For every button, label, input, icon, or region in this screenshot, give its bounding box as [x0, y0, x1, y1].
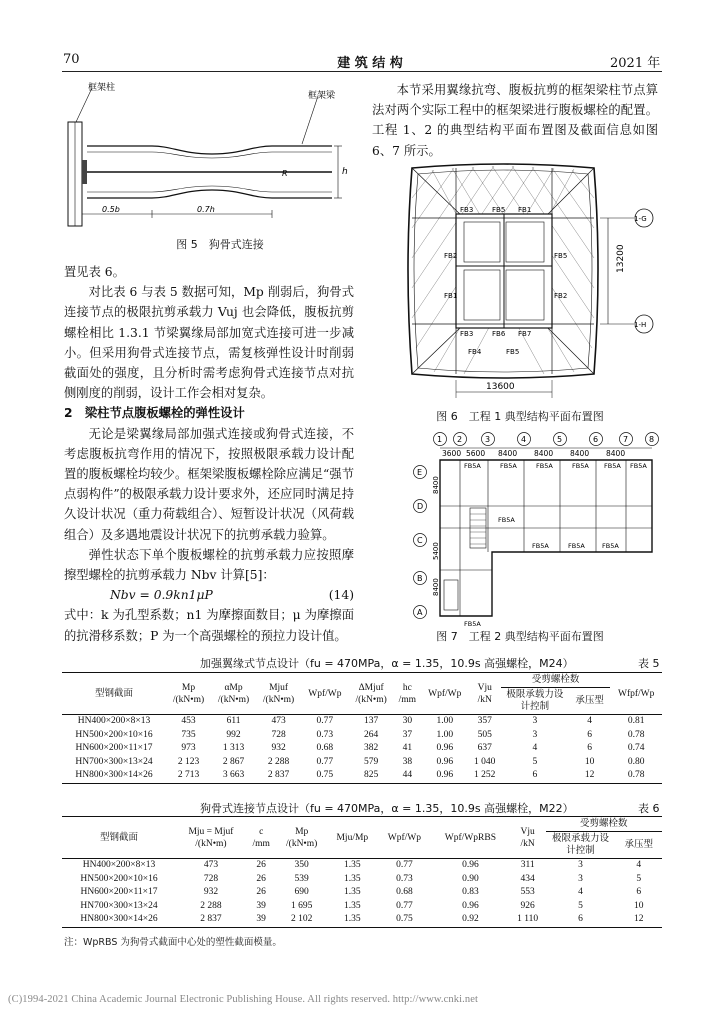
formula: [64, 585, 354, 605]
label-r: R: [282, 169, 288, 178]
section-title: 梁柱节点腹板螺栓的弹性设计: [84, 406, 245, 421]
header-unit: /(kN•m): [195, 838, 227, 849]
grid-letter: D: [417, 502, 424, 511]
grid-numbers: [434, 433, 659, 446]
cell: 26: [256, 887, 266, 897]
cell: 1.00: [436, 716, 454, 726]
cell: HN500×200×10×16: [80, 873, 158, 884]
cell: 473: [271, 716, 286, 726]
journal-title: 建 筑 结 构: [337, 56, 403, 71]
cell: 10: [584, 756, 595, 767]
grid-number: 7: [623, 435, 629, 444]
cell: 1 695: [290, 900, 313, 911]
dim-bottom: 13600: [486, 382, 515, 392]
beam-label: FB5A: [500, 462, 517, 470]
header-unit: /kN: [477, 694, 492, 705]
header-text: αMp: [224, 682, 243, 693]
paragraph: 本节采用翼缘抗弯、腹板抗剪的框架梁柱节点算法对两个实际工程中的框架梁进行腹板螺栓的配置。工程 1、2 的典型结构平面布置图及截面信息如图 6、7 所示。: [372, 83, 658, 158]
table-6-title: 狗骨式连接节点设计（fu = 470MPa，α = 1.35，10.9s 高强螺栓，M22）: [200, 802, 574, 815]
cell: 0.96: [421, 769, 469, 783]
cell: HN700×300×13×24: [75, 756, 153, 767]
cell: 6: [587, 729, 592, 740]
cell: 0.75: [301, 769, 349, 783]
cell: 1 313: [222, 743, 245, 753]
figure-5-caption: 图 5 狗骨式连接: [176, 238, 264, 251]
cell: 0.96: [436, 756, 454, 767]
cell: 728: [203, 873, 219, 884]
grid-letter: A: [417, 608, 423, 617]
cell: HN800×300×14×26: [62, 769, 166, 783]
cell: 3: [578, 873, 583, 884]
figure-5-dogbone-connection: [62, 76, 358, 244]
cell: 4: [636, 860, 642, 870]
beam-label: FB5A: [630, 462, 647, 470]
cell: 137: [364, 716, 379, 726]
beam-label: FB5A: [604, 462, 621, 470]
table-row: [62, 729, 662, 743]
beam-label: FB6: [492, 330, 506, 338]
cell: 0.73: [396, 873, 413, 884]
right-column: [372, 80, 658, 161]
copyright-footer: (C)1994-2021 China Academic Journal Electronic Publishing House. All rights reserved. http://www.cnki.net: [8, 994, 478, 1005]
cell: 2 288: [200, 900, 222, 911]
paragraph: 式中：k 为孔型系数；n1 为摩擦面数目；μ 为摩擦面的抗滑移系数；P 为一个高强螺栓的预拉力设计值。: [64, 608, 354, 643]
beam-label: FB1: [444, 292, 458, 300]
cell: 41: [402, 743, 413, 753]
table-row: [62, 873, 662, 887]
figure-7-plan: [412, 430, 662, 628]
beam-label: FB5A: [572, 462, 589, 470]
cell: 4: [587, 716, 592, 726]
cell: 4: [532, 743, 538, 753]
header-unit: /(kN•m): [217, 694, 250, 705]
col-header: 极限承载力设计控制: [546, 832, 616, 859]
paragraph: 无论是梁翼缘局部加强式连接或狗骨式连接，不考虑腹板抗弯作用的情况下，按照极限承载力设计配置的腹板螺栓均较少。框架梁腹板螺栓除应满足“强节点弱构件”的极限承载力设计要求外，还应同时满足持久设计状况（重力荷载组合）、短暂设计状况（风荷载组合）及多遇地震设计状况下的抗剪承载力验算。: [64, 426, 354, 542]
cell: 553: [520, 887, 535, 897]
cell: 611: [226, 716, 241, 726]
cell: 1.35: [344, 887, 361, 897]
cell: 1.35: [344, 860, 361, 870]
page-number: 70: [63, 52, 80, 67]
col-header: [166, 673, 211, 715]
cell: 264: [364, 729, 379, 740]
cell: 26: [256, 860, 266, 870]
cell: HN700×300×13×24: [80, 900, 158, 911]
header-unit: /kN: [520, 838, 535, 849]
paragraph: 对比表 6 与表 5 数据可知，Mp 削弱后，狗骨式连接节点的极限抗剪承载力 Vuj 也会降低，腹板抗剪螺栓相比 1.3.1 节梁翼缘局部加宽式连接可进一步减小。但采用狗骨式连接节点，需复核弹性设计时削弱截面处的强度，且分析时需考虑狗骨式连接节点对抗侧刚度的削弱，设计工作会相对复杂。: [64, 285, 354, 401]
page-year: 2021 年: [610, 56, 661, 71]
cell: 39: [246, 913, 277, 927]
beam-label: FB4: [468, 348, 482, 356]
cell: 539: [294, 873, 309, 884]
col-header: [246, 817, 277, 859]
cell: 37: [402, 729, 413, 740]
left-dim: 5400: [432, 542, 440, 560]
col-group-header: 受剪螺栓数: [501, 673, 610, 688]
beam-label: FB5A: [568, 542, 585, 550]
cell: 0.78: [610, 769, 662, 783]
col-header: [256, 673, 301, 715]
table-row: [62, 900, 662, 914]
dim-right: 13200: [616, 244, 626, 273]
col-header: Wpf/WpRBS: [431, 817, 510, 859]
beam-label: FB5: [492, 206, 506, 214]
header-text: hc: [402, 682, 412, 693]
grid-number: 2: [457, 435, 463, 444]
section-heading: [64, 403, 354, 423]
table-row: [62, 715, 662, 729]
cell: 0.77: [396, 900, 413, 911]
cell: 0.83: [462, 887, 479, 897]
table-row: [62, 769, 662, 783]
header-text: ΔMjuf: [358, 682, 384, 693]
cell: 1.35: [344, 873, 361, 884]
cell: 44: [394, 769, 421, 783]
top-dim: 8400: [534, 449, 554, 458]
cell: 0.77: [316, 756, 334, 767]
table-row: [62, 859, 662, 873]
cell: 825: [349, 769, 394, 783]
left-dim: 8400: [432, 578, 440, 596]
cell: HN600×200×11×17: [75, 743, 153, 753]
grid-number: 8: [649, 435, 655, 444]
cell: 1.00: [436, 729, 454, 740]
cell: 350: [294, 860, 309, 870]
formula-text: Nbv = 0.9kn1μP: [110, 588, 213, 603]
cell: 0.78: [627, 729, 645, 740]
col-group-header: 受剪螺栓数: [546, 817, 662, 832]
cell: 30: [402, 716, 413, 726]
cell: HN600×200×11×17: [80, 887, 158, 897]
beam-label: FB5A: [602, 542, 619, 550]
cell: 38: [402, 756, 413, 767]
grid-label: 1-G: [634, 215, 647, 223]
beam-label: FB2: [554, 292, 568, 300]
col-header: Wpf/Wp: [378, 817, 431, 859]
section-number: 2: [64, 406, 73, 421]
header-text: c: [259, 826, 264, 837]
cell: 382: [364, 743, 379, 753]
cell: 434: [520, 873, 535, 884]
cell: 637: [477, 743, 492, 753]
beam-label: FB5A: [536, 462, 553, 470]
label-dim-b: 0.7h: [197, 205, 215, 214]
label-h: h: [342, 167, 348, 177]
col-header: Mju/Mp: [327, 817, 378, 859]
cell: 3 663: [211, 769, 256, 783]
cell: 39: [256, 900, 266, 911]
label-dim-a: 0.5b: [102, 205, 120, 214]
cell: 5: [532, 756, 538, 767]
figure-6-caption: 图 6 工程 1 典型结构平面布置图: [436, 410, 604, 423]
cell: 10: [634, 900, 644, 911]
cell: 932: [271, 743, 286, 753]
beam-label: FB5A: [464, 462, 481, 470]
col-header: Wfpf/Wp: [610, 673, 662, 715]
figure-7-caption: 图 7 工程 2 典型结构平面布置图: [436, 630, 604, 643]
left-dim: 8400: [432, 476, 440, 494]
cell: 0.80: [627, 756, 645, 767]
header-unit: /(kN•m): [355, 694, 387, 705]
cell: 0.96: [462, 860, 479, 870]
formula-number: (14): [328, 588, 354, 603]
cell: HN800×300×14×26: [62, 913, 176, 927]
col-header: [62, 817, 176, 859]
cell: 1 040: [474, 756, 496, 767]
beam-label: FB7: [518, 330, 532, 338]
grid-number: 3: [485, 435, 491, 444]
table-row: [62, 756, 662, 770]
cell: 0.96: [436, 743, 454, 753]
table-row: [62, 913, 662, 927]
grid-letter: B: [417, 574, 423, 583]
cell: 926: [520, 900, 535, 911]
cell: 12: [616, 913, 662, 927]
header-text: 型钢截面: [99, 832, 138, 843]
col-header: [510, 817, 546, 859]
header-text: Vju: [477, 682, 492, 693]
cell: 2 123: [177, 756, 200, 767]
col-header: 极限承载力设计控制: [501, 688, 569, 715]
cell: 0.96: [462, 900, 479, 911]
cell: 0.73: [316, 729, 334, 740]
table-row: [62, 742, 662, 756]
cell: 2 837: [176, 913, 246, 927]
header-unit: /mm: [252, 838, 270, 849]
table-6: [62, 816, 662, 928]
beam-label: FB1: [518, 206, 532, 214]
label-column: 框架柱: [88, 83, 116, 93]
top-dim: 8400: [570, 449, 590, 458]
table-6-note: 注：WpRBS 为狗骨式截面中心处的塑性截面模量。: [64, 937, 282, 948]
header-rule: [62, 71, 662, 72]
table-row: [62, 886, 662, 900]
cell: 1 110: [510, 913, 546, 927]
col-header: [469, 673, 501, 715]
cell: HN400×200×8×13: [77, 716, 151, 726]
cell: 1.35: [327, 913, 378, 927]
top-dim: 8400: [606, 449, 626, 458]
cell: 0.90: [462, 873, 479, 884]
col-header: [276, 817, 326, 859]
grid-number: 5: [557, 435, 563, 444]
header-text: Mp: [181, 682, 196, 693]
cell: 0.75: [378, 913, 431, 927]
cell: 5: [636, 873, 642, 884]
cell: 0.92: [431, 913, 510, 927]
paragraph: 弹性状态下单个腹板螺栓的抗剪承载力应按照摩擦型螺栓的抗剪承载力 Nbv 计算[5]：: [64, 547, 354, 583]
cell: HN500×200×10×16: [75, 729, 153, 740]
grid-number: 4: [521, 435, 527, 444]
cell: 3: [532, 729, 538, 740]
top-dim: 5600: [466, 449, 486, 458]
cell: 5: [578, 900, 583, 911]
figure-6-plan: [394, 158, 660, 406]
cell: 992: [226, 729, 241, 740]
cell: 2 102: [276, 913, 326, 927]
table-6-number: 表 6: [638, 802, 660, 815]
cell: 2 837: [256, 769, 301, 783]
cell: 3: [532, 716, 538, 726]
top-dim: 8400: [498, 449, 518, 458]
paragraph: 置见表 6。: [64, 265, 125, 279]
left-column: [64, 262, 354, 646]
col-header: 承压型: [616, 832, 662, 859]
beam-label: FB2: [444, 252, 458, 260]
cell: 690: [294, 887, 309, 897]
beam-label: FB3: [460, 330, 474, 338]
top-dim: 3600: [442, 449, 462, 458]
header-unit: /(kN•m): [262, 694, 295, 705]
header-text: Mjuf: [269, 682, 289, 693]
cell: 505: [477, 729, 492, 740]
header-unit: /mm: [398, 694, 417, 705]
table-5-title: 加强翼缘式节点设计（fu = 470MPa，α = 1.35，10.9s 高强螺栓，M24）: [200, 657, 574, 670]
beam-label: FB5A: [532, 542, 549, 550]
cell: 12: [569, 769, 610, 783]
col-header: Wpf/Wp: [301, 673, 349, 715]
grid-number: 6: [593, 435, 599, 444]
beam-label: FB3: [460, 206, 474, 214]
cell: 453: [181, 716, 196, 726]
grid-number: 1: [437, 435, 443, 444]
col-header: [211, 673, 256, 715]
header-unit: /(kN•m): [286, 838, 318, 849]
cell: 0.81: [627, 716, 645, 726]
beam-label: FB5: [554, 252, 568, 260]
cell: 579: [364, 756, 379, 767]
col-header: [394, 673, 421, 715]
cell: 0.77: [396, 860, 413, 870]
table-5-number: 表 5: [638, 657, 660, 670]
cell: 932: [203, 887, 219, 897]
cell: 0.74: [627, 743, 645, 753]
cell: 311: [520, 860, 535, 870]
cell: 735: [181, 729, 196, 740]
cell: 357: [477, 716, 492, 726]
cell: 6: [636, 887, 642, 897]
cell: 6: [501, 769, 569, 783]
cell: 6: [546, 913, 616, 927]
beam-label: FB5: [506, 348, 520, 356]
cell: 26: [256, 873, 266, 884]
cell: 1.35: [344, 900, 361, 911]
cell: 473: [203, 860, 219, 870]
cell: 1 252: [469, 769, 501, 783]
cell: 973: [181, 743, 196, 753]
cell: 4: [578, 887, 583, 897]
header-text: Vju: [520, 826, 535, 837]
col-header: [349, 673, 394, 715]
cell: HN400×200×8×13: [82, 860, 156, 870]
beam-label: FB5A: [464, 620, 481, 628]
cell: 0.77: [316, 716, 334, 726]
cell: 6: [587, 743, 592, 753]
header-text: Mp: [295, 826, 309, 837]
grid-letter: E: [417, 468, 423, 477]
header-text: Mju = Mjuf: [188, 826, 234, 837]
grid-letter: C: [417, 536, 423, 545]
cell: 728: [271, 729, 286, 740]
beam-label: FB5A: [498, 516, 515, 524]
col-header: Wpf/Wp: [421, 673, 469, 715]
cell: 0.68: [396, 887, 413, 897]
header-text: 型钢截面: [94, 688, 133, 699]
cell: 3: [578, 860, 583, 870]
col-header: [176, 817, 246, 859]
col-header: [62, 673, 166, 715]
grid-label: 1-H: [634, 321, 647, 329]
label-beam: 框架梁: [308, 91, 336, 101]
cell: 2 713: [166, 769, 211, 783]
cell: 2 288: [267, 756, 290, 767]
cell: 0.68: [316, 743, 334, 753]
table-5: [62, 672, 662, 784]
header-unit: /(kN•m): [172, 694, 205, 705]
col-header: 承压型: [569, 688, 610, 715]
cell: 2 867: [222, 756, 245, 767]
